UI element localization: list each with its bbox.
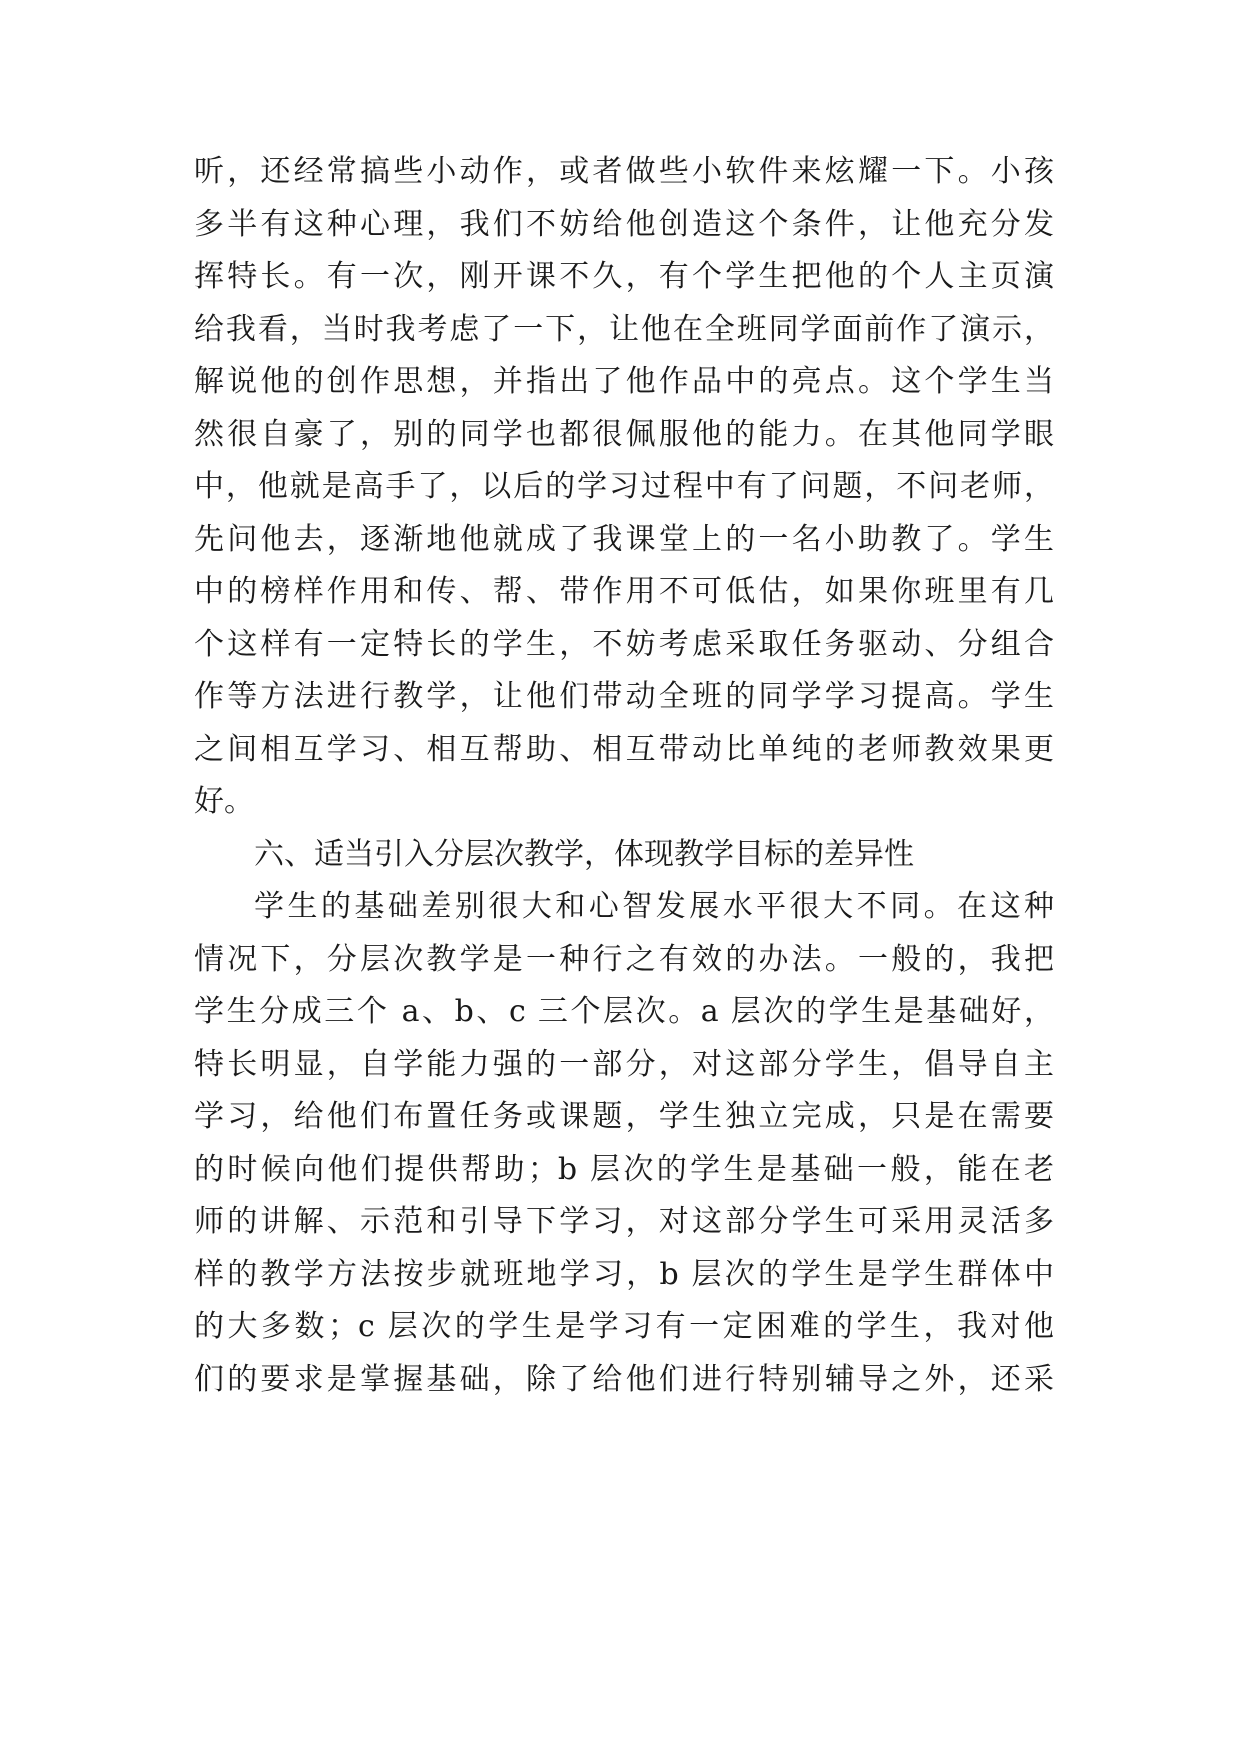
document-body bbox=[194, 146, 1054, 1406]
text-line: 特长明显，自学能力强的一部分，对这部分学生，倡导自主 bbox=[194, 1046, 1054, 1082]
text-line: 好。 bbox=[194, 784, 254, 819]
section-heading: 六、适当引入分层次教学，体现教学目标的差异性 bbox=[254, 836, 914, 872]
text-line: 中，他就是高手了，以后的学习过程中有了问题，不问老师， bbox=[194, 469, 1054, 504]
text-line: 情况下，分层次教学是一种行之有效的办法。一般的，我把 bbox=[194, 941, 1054, 977]
text-line: 师的讲解、示范和引导下学习，对这部分学生可采用灵活多 bbox=[194, 1204, 1054, 1239]
text-line: 学生分成三个 a、b、c 三个层次。a 层次的学生是基础好， bbox=[194, 994, 1054, 1029]
text-line: 之间相互学习、相互帮助、相互带动比单纯的老师教效果更 bbox=[194, 731, 1054, 767]
text-line: 们的要求是掌握基础，除了给他们进行特别辅导之外，还采 bbox=[194, 1361, 1054, 1397]
text-line: 个这样有一定特长的学生，不妨考虑采取任务驱动、分组合 bbox=[194, 626, 1054, 662]
text-line: 解说他的创作思想，并指出了他作品中的亮点。这个学生当 bbox=[194, 364, 1054, 399]
text-line: 挥特长。有一次，刚开课不久，有个学生把他的个人主页演 bbox=[194, 259, 1054, 294]
text-line: 多半有这种心理，我们不妨给他创造这个条件，让他充分发 bbox=[194, 206, 1054, 242]
text-line: 样的教学方法按步就班地学习，b 层次的学生是学生群体中 bbox=[194, 1256, 1054, 1292]
paragraph-layered-teaching bbox=[194, 881, 1054, 1406]
text-line: 给我看，当时我考虑了一下，让他在全班同学面前作了演示， bbox=[194, 311, 1054, 347]
paragraph-continuation bbox=[194, 146, 1054, 829]
text-line: 作等方法进行教学，让他们带动全班的同学学习提高。学生 bbox=[194, 679, 1054, 714]
text-line: 学习，给他们布置任务或课题，学生独立完成，只是在需要 bbox=[194, 1099, 1054, 1134]
text-line: 学生的基础差别很大和心智发展水平很大不同。在这种 bbox=[254, 889, 1054, 924]
text-line: 先问他去，逐渐地他就成了我课堂上的一名小助教了。学生 bbox=[194, 521, 1054, 557]
text-line: 然很自豪了，别的同学也都很佩服他的能力。在其他同学眼 bbox=[194, 416, 1054, 452]
text-line: 中的榜样作用和传、帮、带作用不可低估，如果你班里有几 bbox=[194, 574, 1054, 609]
text-line: 听，还经常搞些小动作，或者做些小软件来炫耀一下。小孩 bbox=[194, 154, 1054, 189]
text-line: 的大多数；c 层次的学生是学习有一定困难的学生，我对他 bbox=[194, 1309, 1054, 1344]
text-line: 的时候向他们提供帮助；b 层次的学生是基础一般，能在老 bbox=[194, 1151, 1054, 1187]
